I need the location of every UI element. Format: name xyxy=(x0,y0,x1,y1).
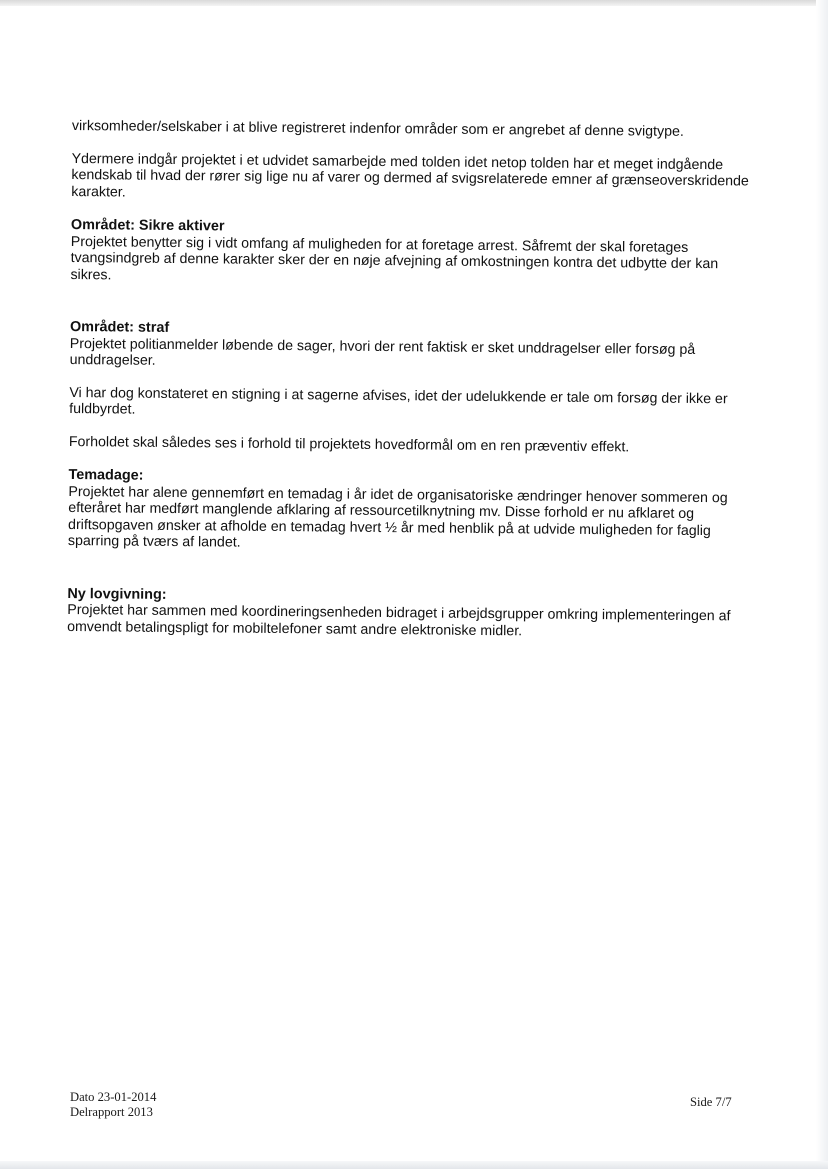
paragraph-customs: Ydermere indgår projektet i et udvidet samarbejde med tolden idet netop tolden har et meget indgående kendskab til hvad der rører sig lige nu af varer og dermed af svigsrelaterede emner af grænseoverskridende karakter. xyxy=(71,150,749,201)
scan-bottom-edge xyxy=(0,1161,828,1169)
scan-right-edge xyxy=(816,0,828,1169)
section-text: Projektet politianmelder løbende de sager, hvori der rent faktisk er sket unddragelser eller forsøg på unddragelser. xyxy=(69,335,696,369)
paragraph-intro: virksomheder/selskaber i at blive registreret indenfor områder som er angrebet af denne svigtype. xyxy=(71,118,684,140)
section-text: Projektet har sammen med koordineringsenheden bidraget i arbejdsgrupper omkring implementeringen af omvendt betalingspligt for mobiltelefoner samt andre elektroniske midler. xyxy=(67,601,731,639)
section-text: Projektet benytter sig i vidt omfang af muligheden for at foretage arrest. Såfremt der skal foretages tvangsindgreb af denne karakter sker der en nøje afvejning af omkostningen kontra det udbytte der kan sikres. xyxy=(70,233,719,283)
section-punishment xyxy=(69,319,750,457)
section-secure-assets xyxy=(70,217,751,290)
section-heading: Området: straf xyxy=(69,318,170,336)
footer-date: Dato 23-01-2014 xyxy=(70,1090,157,1104)
footer-report-name: Delrapport 2013 xyxy=(70,1105,153,1119)
section-new-legislation xyxy=(67,585,747,641)
document-body xyxy=(67,118,752,642)
section-heading: Temadage: xyxy=(68,466,144,484)
footer-page-number: Side 7/7 xyxy=(690,1095,732,1109)
section-text: Vi har dog konstateret en stigning i at sagerne afvises, idet der udelukkende er tale om forsøg der ikke er fuldbyrdet. xyxy=(69,384,728,418)
footer-left xyxy=(70,1090,156,1120)
section-text: Projektet har alene gennemført en temadag i år idet de organisatoriske ændringer henover sommeren og efteråret har medført manglende afklaring af ressourcetilknytning mv. Disse forhold er nu afklaret og driftsopgaven ønsker at afholde en temadag hvert ½ år med henblik på at udvide muligheden for faglig sparring på tværs af landet. xyxy=(67,483,728,551)
section-theme-days xyxy=(68,467,749,556)
scan-top-edge xyxy=(0,0,828,6)
section-heading: Området: Sikre aktiver xyxy=(70,216,225,235)
section-heading: Ny lovgivning: xyxy=(67,585,167,603)
section-text: Forholdet skal således ses i forhold til projektets hovedformål om en ren præventiv effekt. xyxy=(68,433,630,455)
